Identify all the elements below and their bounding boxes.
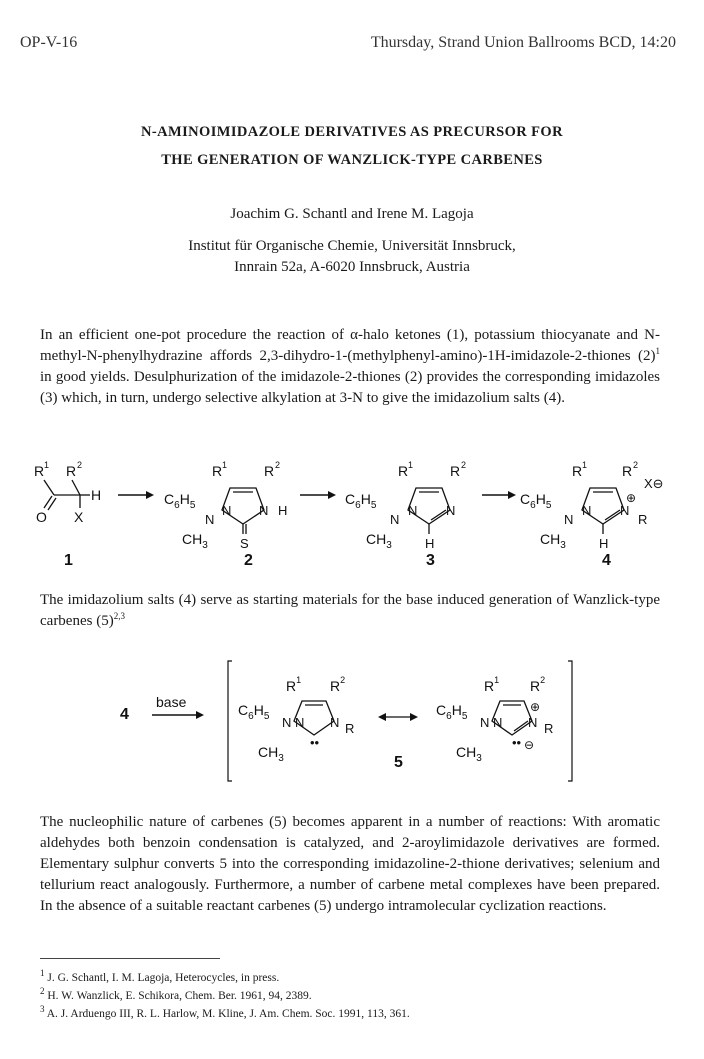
carbene-intro-ref: 2,3 bbox=[113, 611, 125, 621]
reactivity-paragraph: The nucleophilic nature of carbenes (5) becomes apparent in a number of reactions: With aromatic aldehydes both benzoin condensation is catalyzed, and 2-aroylimidazole derivatives are formed. Elementary sulphur converts 5 into the corresponding imidazoline-2-thione derivatives; selenium and tellurium react analogously. Furthermore, a number of carbene metal complexes have been prepared. In the absence of a suitable reactant carbenes (5) undergo intramolecular cyclization reactions. bbox=[40, 814, 660, 914]
paper-title-line1: N-AMINOIMIDAZOLE DERIVATIVES AS PRECURSOR FOR bbox=[141, 124, 563, 140]
svg-text:CH3: $CH_3$ bbox=[456, 744, 482, 764]
svg-text:C6H5: $C_6H_5$ bbox=[345, 491, 377, 511]
affiliation-line2: Innrain 52a, A-6020 Innsbruck, Austria bbox=[234, 259, 470, 275]
svg-text:N: N bbox=[295, 715, 305, 730]
svg-text:X: X bbox=[74, 509, 84, 525]
compound-1-structure bbox=[34, 460, 101, 525]
carbene-intro-text: The imidazolium salts (4) serve as starting materials for the base induced generation of Wanzlick-type carbenes (5) bbox=[40, 592, 660, 629]
footnote-3: $^3$ A. J. Arduengo III, R. L. Harlow, M. Kline, J. Am. Chem. Soc. 1991, 113, 361. bbox=[40, 1004, 410, 1020]
svg-text:1: 1 bbox=[408, 460, 414, 470]
svg-text:H: H bbox=[599, 536, 609, 551]
svg-text:1: 1 bbox=[222, 460, 228, 470]
compound-number-5: 5 bbox=[394, 754, 403, 771]
svg-text:⊖: ⊖ bbox=[524, 738, 535, 752]
svg-text:C6H5: $C_6H_5$ bbox=[164, 491, 196, 511]
svg-text:X⊖: X⊖ bbox=[644, 476, 664, 491]
svg-text:2: 2 bbox=[275, 460, 281, 470]
svg-text:S: S bbox=[240, 536, 249, 551]
affiliation-line1: Institut für Organische Chemie, Universität Innsbruck, bbox=[188, 238, 516, 254]
compound-number-1: 1 bbox=[64, 552, 73, 569]
svg-text:N: N bbox=[390, 512, 400, 527]
svg-text:CH3: $CH_3$ bbox=[366, 531, 392, 551]
svg-text:••: •• bbox=[310, 735, 320, 750]
svg-text:N: N bbox=[446, 503, 456, 518]
svg-text:R: R bbox=[622, 463, 633, 479]
svg-text:R: R bbox=[638, 512, 648, 527]
compound-number-2: 2 bbox=[244, 552, 253, 569]
svg-text:H: H bbox=[425, 536, 435, 551]
footnote-2: $^2$ H. W. Wanzlick, E. Schikora, Chem. Ber. 1961, 94, 2389. bbox=[40, 986, 312, 1002]
reaction-scheme-1 bbox=[0, 440, 704, 575]
svg-text:C6H5: $C_6H_5$ bbox=[436, 702, 468, 722]
svg-text:N: N bbox=[480, 715, 490, 730]
svg-text:C6H5: $C_6H_5$ bbox=[520, 491, 552, 511]
svg-text:R2: $R^2$ bbox=[530, 675, 546, 694]
svg-text:N: N bbox=[582, 503, 592, 518]
svg-text:CH3: $CH_3$ bbox=[540, 531, 566, 551]
svg-text:N: N bbox=[528, 715, 538, 730]
svg-text:R1: $R^1$ bbox=[484, 675, 500, 694]
session-info: Thursday, Strand Union Ballrooms BCD, 14:20 bbox=[370, 34, 676, 51]
compound-2-structure bbox=[164, 460, 287, 551]
paper-title-line2: THE GENERATION OF WANZLICK-TYPE CARBENES bbox=[161, 152, 543, 168]
svg-text:CH3: $CH_3$ bbox=[258, 744, 284, 764]
svg-text:R: R bbox=[450, 463, 461, 479]
svg-text:N: N bbox=[620, 503, 630, 518]
reaction-scheme-2 bbox=[0, 655, 704, 785]
scheme2-start-compound: 4 bbox=[120, 706, 129, 723]
svg-text:R: R bbox=[345, 721, 355, 736]
svg-text:2: 2 bbox=[633, 460, 639, 470]
intro-text-a: In an efficient one-pot procedure the reaction of α-halo ketones (1), potassium thiocyanate and N-methyl-N-phenylhydrazine affords 2,3-dihydro-1-(methylphenyl-amino)-1H-imidazole-2-thiones (2) bbox=[40, 327, 660, 364]
intro-ref: 1 bbox=[655, 346, 660, 356]
svg-text:N: N bbox=[493, 715, 503, 730]
svg-text:N: N bbox=[564, 512, 574, 527]
svg-text:O: O bbox=[36, 509, 47, 525]
svg-text:••: •• bbox=[512, 735, 522, 750]
svg-text:R: R bbox=[34, 463, 45, 479]
svg-text:N: N bbox=[222, 503, 232, 518]
footnote-1: $^1$ J. G. Schantl, I. M. Lagoja, Heterocycles, in press. bbox=[40, 968, 280, 984]
svg-text:N: N bbox=[330, 715, 340, 730]
carbene-structure-a bbox=[238, 675, 354, 764]
svg-text:R2: $R^2$ bbox=[330, 675, 346, 694]
svg-text:CH3: $CH_3$ bbox=[182, 531, 208, 551]
svg-text:H: H bbox=[91, 487, 102, 503]
svg-text:1: 1 bbox=[44, 460, 50, 470]
svg-text:N: N bbox=[259, 503, 269, 518]
carbene-intro-paragraph bbox=[40, 590, 660, 632]
reagent-label: base bbox=[156, 694, 187, 710]
svg-text:C6H5: $C_6H_5$ bbox=[238, 702, 270, 722]
svg-text:R: R bbox=[398, 463, 409, 479]
svg-text:1: 1 bbox=[582, 460, 588, 470]
svg-text:2: 2 bbox=[461, 460, 467, 470]
intro-text-b: in good yields. Desulphurization of the imidazole-2-thiones (2) provides the corresponding imidazoles (3) which, in turn, undergo selective alkylation at 3-N to give the imidazolium salts (4). bbox=[40, 369, 660, 406]
svg-text:H: H bbox=[278, 503, 288, 518]
footnote-divider bbox=[40, 958, 220, 959]
svg-text:N: N bbox=[282, 715, 292, 730]
svg-text:R: R bbox=[264, 463, 275, 479]
svg-text:R1: $R^1$ bbox=[286, 675, 302, 694]
svg-text:2: 2 bbox=[77, 460, 83, 470]
carbene-structure-b bbox=[436, 675, 553, 764]
compound-4-structure bbox=[520, 460, 664, 551]
svg-text:N: N bbox=[205, 512, 215, 527]
authors: Joachim G. Schantl and Irene M. Lagoja bbox=[230, 206, 474, 222]
svg-text:N: N bbox=[408, 503, 418, 518]
svg-text:R: R bbox=[544, 721, 554, 736]
compound-number-4: 4 bbox=[602, 552, 611, 569]
svg-text:R: R bbox=[66, 463, 77, 479]
svg-text:R: R bbox=[212, 463, 223, 479]
svg-text:R: R bbox=[572, 463, 583, 479]
compound-number-3: 3 bbox=[426, 552, 435, 569]
session-code: OP-V-16 bbox=[20, 34, 78, 51]
svg-text:⊕: ⊕ bbox=[530, 700, 541, 714]
compound-3-structure bbox=[345, 460, 466, 551]
intro-paragraph bbox=[40, 325, 660, 409]
svg-text:⊕: ⊕ bbox=[626, 491, 637, 505]
